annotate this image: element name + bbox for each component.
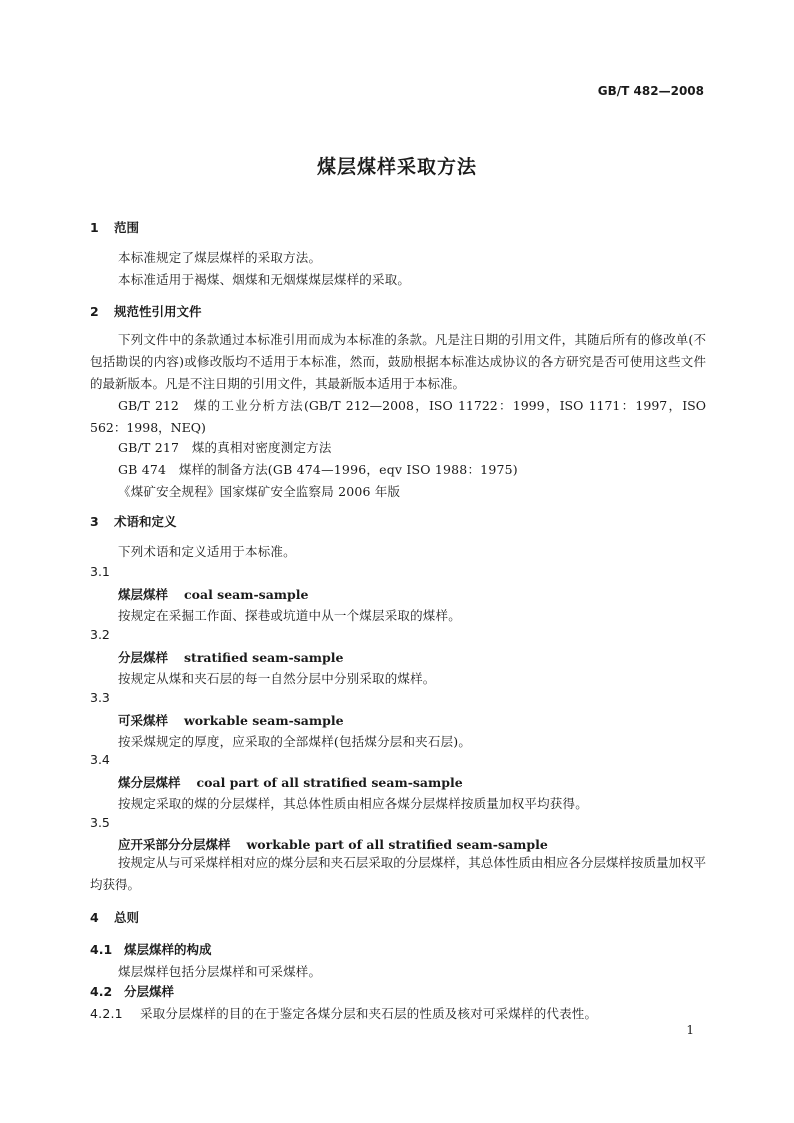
- reference-gb-t-217: GB/T 217 煤的真相对密度测定方法: [118, 440, 332, 455]
- term-definition: 按采煤规定的厚度，应采取的全部煤样(包括煤分层和夹石层)。: [118, 734, 472, 749]
- reference-gb-t-212: GB/T 212 煤的工业分析方法(GB/T 212—2008，ISO 11722：1999，ISO 1171：1997，ISO 562：1998，NEQ): [90, 398, 706, 435]
- reference-safety-regulation: 《煤矿安全规程》国家煤矿安全监察局 2006 年版: [118, 484, 401, 499]
- standard-code: GB/T 482—2008: [597, 84, 704, 98]
- reference-gb-474: GB 474 煤样的制备方法(GB 474—1996，eqv ISO 1988：1975): [118, 462, 518, 477]
- subsection-4-2-heading: 4.2 分层煤样: [90, 984, 175, 999]
- term-number: 3.4: [90, 752, 110, 767]
- term-number: 3.5: [90, 815, 110, 830]
- term-number: 3.1: [90, 564, 110, 579]
- term-heading: 煤层煤样 coal seam-sample: [118, 587, 309, 602]
- term-heading: 应开采部分分层煤样 workable part of all stratified seam-sample: [118, 837, 548, 852]
- page-number: 1: [686, 1023, 694, 1037]
- term-definition: 按规定从与可采煤样相对应的煤分层和夹石层采取的分层煤样，其总体性质由相应各分层煤样按质量加权平均获得。: [90, 855, 706, 892]
- section-2-heading: 2 规范性引用文件: [90, 304, 202, 319]
- term-definition: 按规定在采掘工作面、探巷或坑道中从一个煤层采取的煤样。: [118, 608, 461, 623]
- document-title: 煤层煤样采取方法: [316, 156, 477, 178]
- section-3-intro: 下列术语和定义适用于本标准。: [118, 544, 296, 559]
- subsection-4-1-text: 煤层煤样包括分层煤样和可采煤样。: [118, 964, 322, 979]
- term-number: 3.2: [90, 627, 110, 642]
- term-definition: 按规定采取的煤的分层煤样，其总体性质由相应各煤分层煤样按质量加权平均获得。: [118, 796, 588, 811]
- section-1-line-1: 本标准规定了煤层煤样的采取方法。: [118, 250, 322, 265]
- clause-4-2-1: 4.2.1 采取分层煤样的目的在于鉴定各煤分层和夹石层的性质及核对可采煤样的代表性。: [90, 1006, 598, 1021]
- term-heading: 可采煤样 workable seam-sample: [118, 713, 344, 728]
- term-heading: 煤分层煤样 coal part of all stratified seam-sample: [118, 775, 463, 790]
- subsection-4-1-heading: 4.1 煤层煤样的构成: [90, 942, 212, 957]
- section-4-heading: 4 总则: [90, 910, 140, 925]
- section-3-heading: 3 术语和定义: [90, 514, 177, 529]
- section-1-line-2: 本标准适用于褐煤、烟煤和无烟煤煤层煤样的采取。: [118, 272, 411, 287]
- term-definition: 按规定从煤和夹石层的每一自然分层中分别采取的煤样。: [118, 671, 436, 686]
- term-number: 3.3: [90, 690, 110, 705]
- section-2-intro: 下列文件中的条款通过本标准引用而成为本标准的条款。凡是注日期的引用文件，其随后所有的修改单(不包括勘误的内容)或修改版均不适用于本标准，然而，鼓励根据本标准达成协议的各方研究是否可使用这些文件的最新版本。凡是不注日期的引用文件，其最新版本适用于本标准。: [90, 332, 706, 391]
- term-heading: 分层煤样 stratified seam-sample: [118, 650, 344, 665]
- section-1-heading: 1 范围: [90, 220, 140, 235]
